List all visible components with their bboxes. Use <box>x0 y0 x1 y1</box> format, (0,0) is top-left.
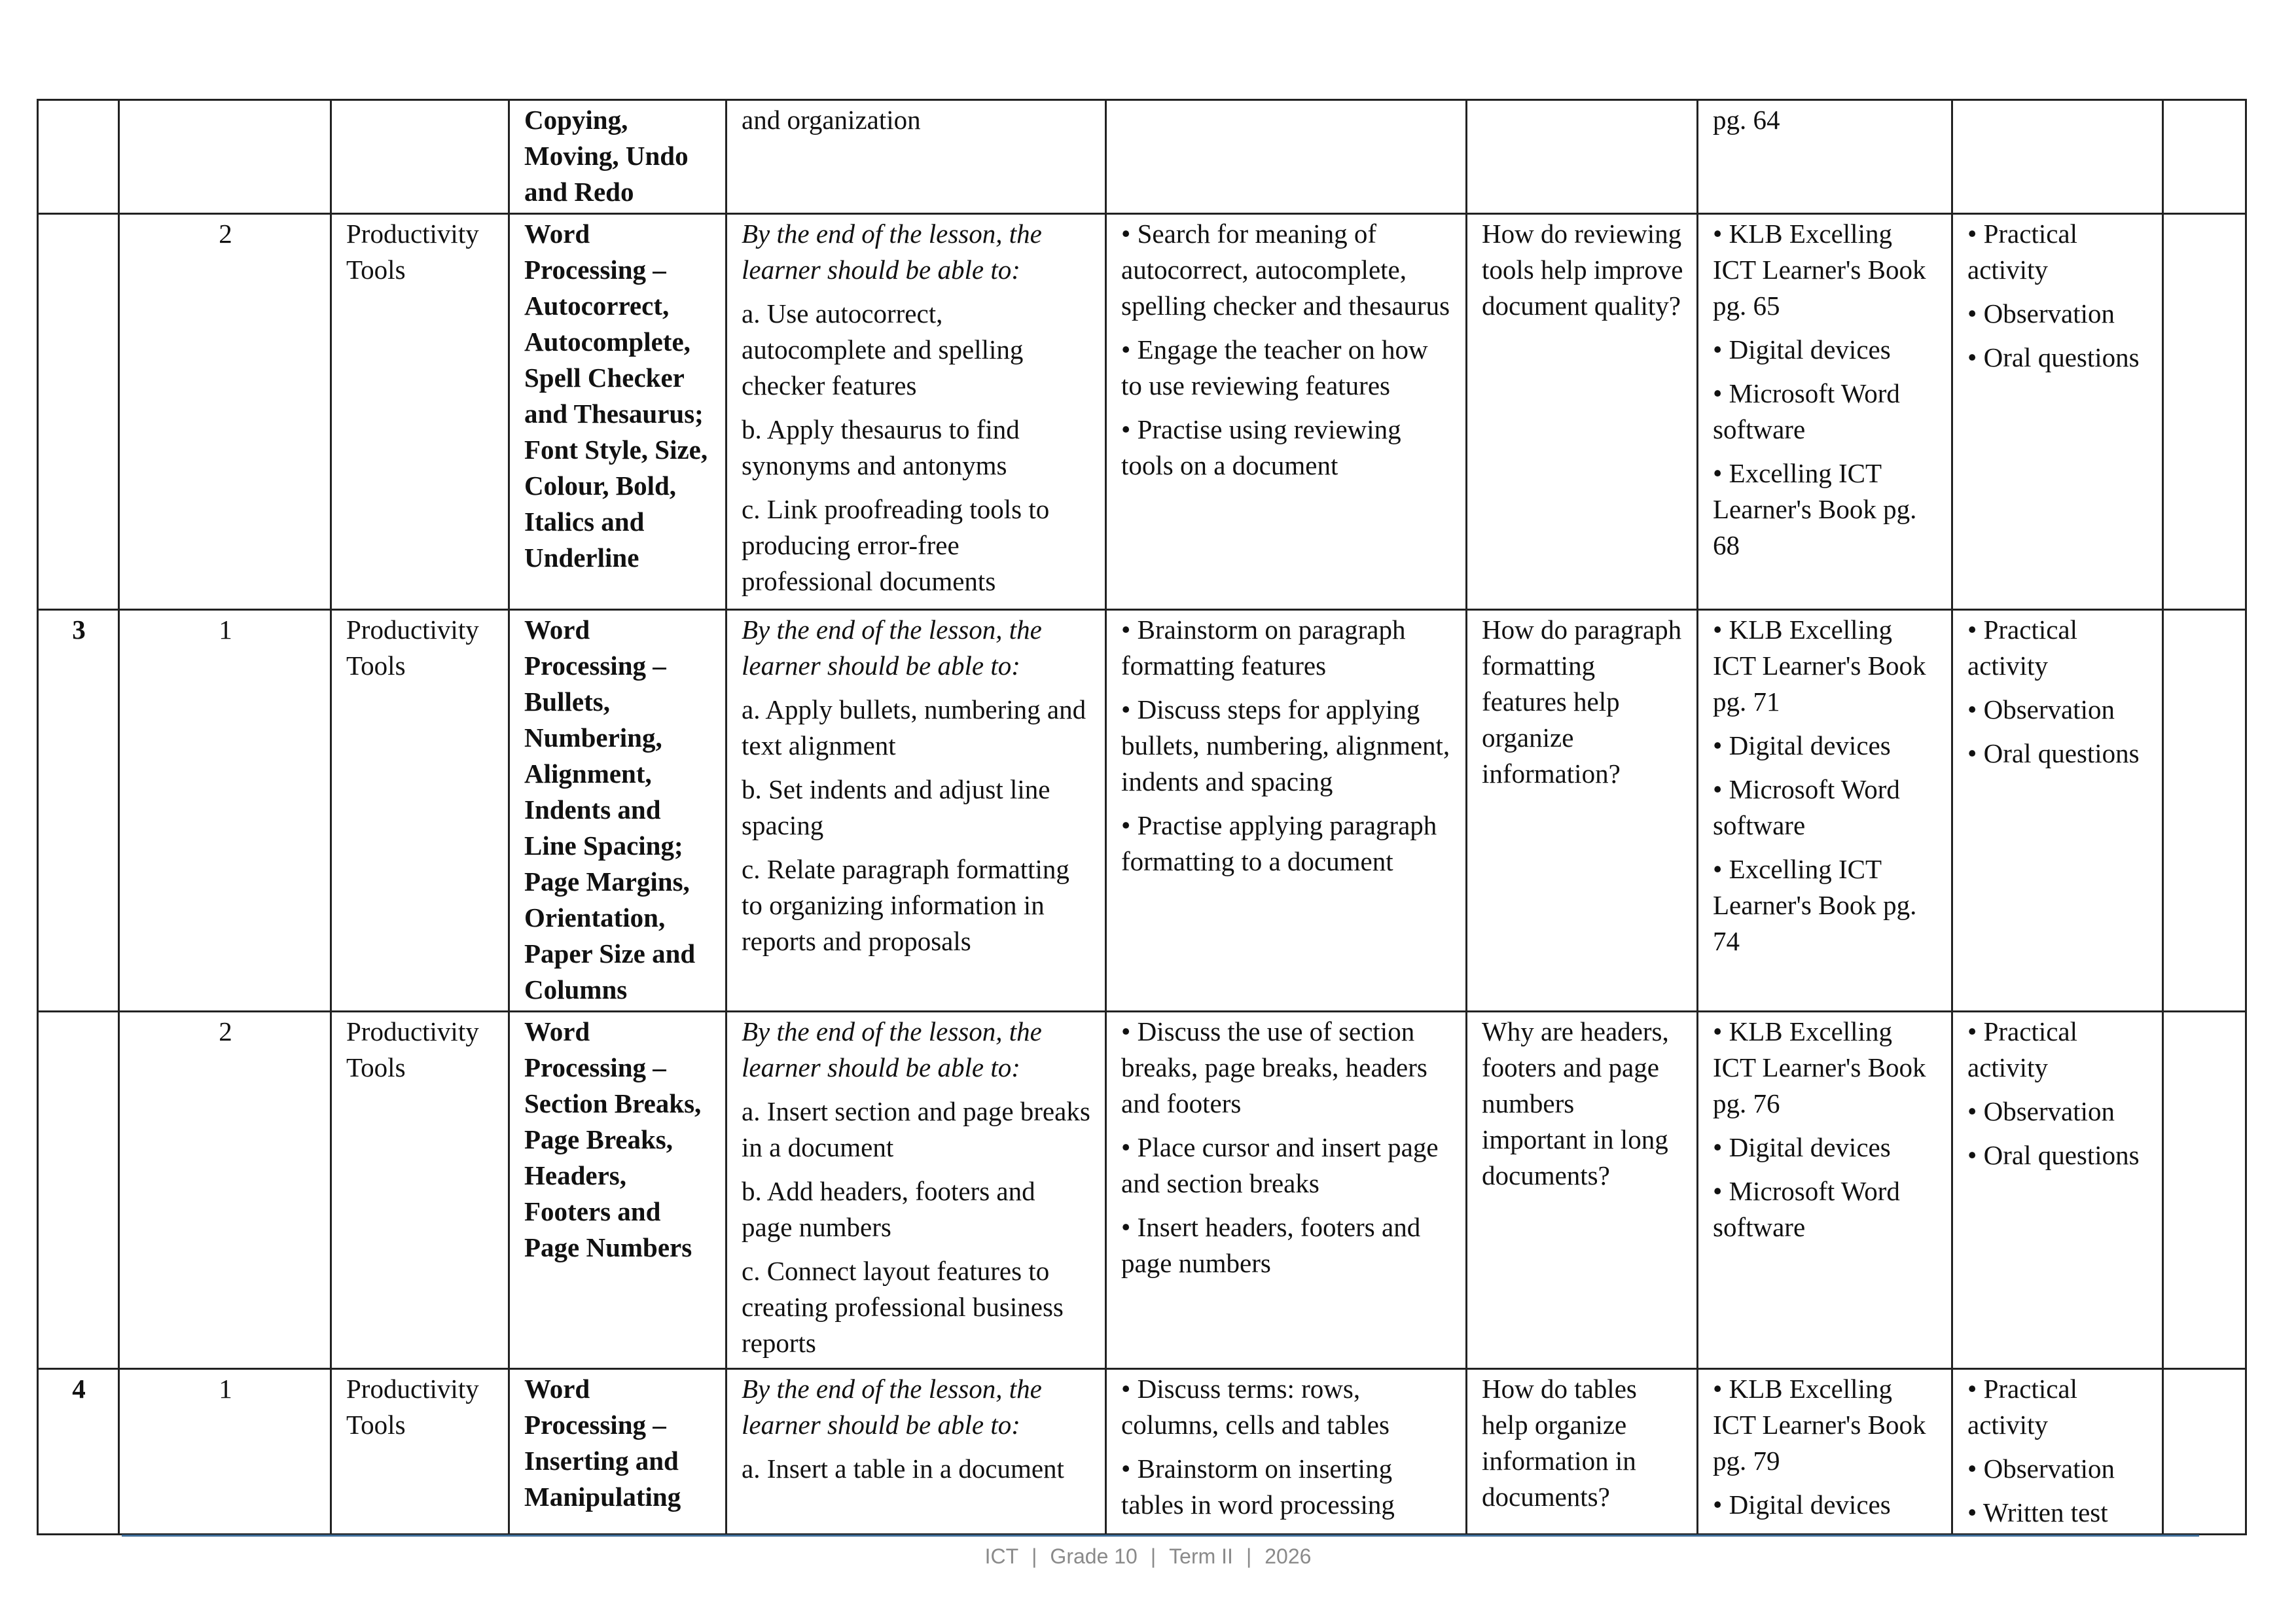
resource-item: • Microsoft Word software <box>1713 1176 1900 1242</box>
outcome-item: c. Link proofreading tools to producing error-free professional documents <box>742 494 1050 596</box>
assessment-item: • Observation <box>1967 298 2115 329</box>
footer-separator: | <box>1150 1544 1157 1568</box>
table-row <box>38 1369 2246 1535</box>
resource-item: • Digital devices <box>1713 1489 1891 1520</box>
outcomes-intro: By the end of the lesson, the learner should be able to: <box>742 1374 1042 1440</box>
outcome-item: c. Connect layout features to creating professional business reports <box>742 1256 1064 1358</box>
sub-strand-cell: Word Processing – Autocorrect, Autocomplete, Spell Checker and Thesaurus; Font Style, Size, Colour, Bold, Italics and Underline <box>509 214 726 610</box>
table-row <box>38 214 2246 610</box>
week-cell <box>38 214 119 610</box>
resource-item: • Digital devices <box>1713 334 1891 365</box>
experience-item: • Search for meaning of autocorrect, autocomplete, spelling checker and thesaurus <box>1121 219 1450 321</box>
outcomes-intro: By the end of the lesson, the learner should be able to: <box>742 615 1042 681</box>
outcome-item: b. Add headers, footers and page numbers <box>742 1176 1035 1242</box>
remarks-cell <box>2163 610 2246 1012</box>
outcomes-intro: By the end of the lesson, the learner should be able to: <box>742 1016 1042 1082</box>
learning-experiences-cell <box>1106 1369 1467 1535</box>
lesson-cell: 1 <box>119 610 331 1012</box>
resource-item: • Excelling ICT Learner's Book pg. 74 <box>1713 854 1917 956</box>
experience-item: • Practise applying paragraph formatting to a document <box>1121 810 1437 876</box>
key-inquiry-cell: How do reviewing tools help improve document quality? <box>1467 214 1698 610</box>
strand-cell <box>331 100 509 214</box>
sub-strand-cell: Word Processing – Section Breaks, Page Breaks, Headers, Footers and Page Numbers <box>509 1012 726 1369</box>
footer-separator: | <box>1246 1544 1252 1568</box>
assessment-cell <box>1952 610 2163 1012</box>
remarks-cell <box>2163 1369 2246 1535</box>
learning-experiences-cell <box>1106 100 1467 214</box>
week-cell: 3 <box>38 610 119 1012</box>
footer-subject: ICT <box>984 1544 1019 1568</box>
resource-item: • Digital devices <box>1713 730 1891 760</box>
experience-item: • Brainstorm on inserting tables in word processing <box>1121 1454 1395 1520</box>
outcome-item: a. Use autocorrect, autocomplete and spelling checker features <box>742 298 1024 401</box>
outcome-item: b. Apply thesaurus to find synonyms and antonyms <box>742 414 1020 480</box>
page-footer <box>0 1544 2296 1569</box>
assessment-item: • Observation <box>1967 1454 2115 1484</box>
experience-item: • Practise using reviewing tools on a document <box>1121 414 1401 480</box>
resource-item: • Microsoft Word software <box>1713 774 1900 840</box>
assessment-item: • Observation <box>1967 1096 2115 1126</box>
strand-cell: Productivity Tools <box>331 214 509 610</box>
experience-item: • Brainstorm on paragraph formatting features <box>1121 615 1406 681</box>
assessment-item: • Oral questions <box>1967 342 2140 372</box>
sub-strand-cell: Word Processing – Inserting and Manipulating <box>509 1369 726 1535</box>
resource-item: • KLB Excelling ICT Learner's Book pg. 76 <box>1713 1016 1926 1118</box>
outcomes-intro: By the end of the lesson, the learner should be able to: <box>742 219 1042 285</box>
table-row <box>38 610 2246 1012</box>
assessment-cell <box>1952 1369 2163 1535</box>
learning-experiences-cell <box>1106 1012 1467 1369</box>
learning-outcomes-cell <box>726 100 1106 214</box>
resources-cell <box>1698 1012 1952 1369</box>
footer-divider <box>122 1535 2199 1537</box>
learning-outcomes-cell <box>726 1369 1106 1535</box>
learning-outcomes-cell <box>726 1012 1106 1369</box>
assessment-cell <box>1952 214 2163 610</box>
scheme-of-work-table <box>37 99 2247 1535</box>
footer-separator: | <box>1031 1544 1037 1568</box>
outcome-item: and organization <box>742 105 921 135</box>
lesson-cell: 2 <box>119 214 331 610</box>
remarks-cell <box>2163 214 2246 610</box>
experience-item: • Discuss steps for applying bullets, numbering, alignment, indents and spacing <box>1121 694 1450 796</box>
strand-cell: Productivity Tools <box>331 1012 509 1369</box>
lesson-cell: 1 <box>119 1369 331 1535</box>
learning-outcomes-cell <box>726 610 1106 1012</box>
experience-item: • Place cursor and insert page and section breaks <box>1121 1132 1439 1198</box>
assessment-item: • Observation <box>1967 694 2115 724</box>
resource-item: • KLB Excelling ICT Learner's Book pg. 71 <box>1713 615 1926 717</box>
footer-year: 2026 <box>1265 1544 1312 1568</box>
resources-cell <box>1698 214 1952 610</box>
resource-item: • KLB Excelling ICT Learner's Book pg. 65 <box>1713 219 1926 321</box>
outcome-item: b. Set indents and adjust line spacing <box>742 774 1050 840</box>
week-cell <box>38 100 119 214</box>
strand-cell: Productivity Tools <box>331 610 509 1012</box>
experience-item: • Insert headers, footers and page numbers <box>1121 1212 1421 1278</box>
lesson-cell <box>119 100 331 214</box>
learning-outcomes-cell <box>726 214 1106 610</box>
remarks-cell <box>2163 100 2246 214</box>
experience-item: • Engage the teacher on how to use reviewing features <box>1121 334 1428 401</box>
assessment-cell <box>1952 1012 2163 1369</box>
resource-item: • Digital devices <box>1713 1132 1891 1162</box>
key-inquiry-cell <box>1467 100 1698 214</box>
key-inquiry-cell: Why are headers, footers and page numbers important in long documents? <box>1467 1012 1698 1369</box>
learning-experiences-cell <box>1106 214 1467 610</box>
outcome-item: a. Apply bullets, numbering and text alignment <box>742 694 1086 760</box>
assessment-item: • Practical activity <box>1967 1374 2078 1440</box>
outcome-item: a. Insert a table in a document <box>742 1454 1064 1484</box>
resources-cell <box>1698 100 1952 214</box>
assessment-item: • Practical activity <box>1967 1016 2078 1082</box>
assessment-item: • Practical activity <box>1967 219 2078 285</box>
week-cell: 4 <box>38 1369 119 1535</box>
key-inquiry-cell: How do paragraph formatting features help organize information? <box>1467 610 1698 1012</box>
resource-item: • KLB Excelling ICT Learner's Book pg. 79 <box>1713 1374 1926 1476</box>
outcome-item: a. Insert section and page breaks in a document <box>742 1096 1090 1162</box>
assessment-item: • Oral questions <box>1967 738 2140 768</box>
resource-item: • Microsoft Word software <box>1713 378 1900 444</box>
experience-item: • Discuss the use of section breaks, page breaks, headers and footers <box>1121 1016 1427 1118</box>
sub-strand-cell: Copying, Moving, Undo and Redo <box>509 100 726 214</box>
key-inquiry-cell: How do tables help organize information in documents? <box>1467 1369 1698 1535</box>
learning-experiences-cell <box>1106 610 1467 1012</box>
table-row <box>38 100 2246 214</box>
resources-cell <box>1698 610 1952 1012</box>
assessment-item: • Practical activity <box>1967 615 2078 681</box>
footer-grade: Grade 10 <box>1050 1544 1138 1568</box>
resource-item: pg. 64 <box>1713 105 1780 135</box>
outcome-item: c. Relate paragraph formatting to organizing information in reports and proposals <box>742 854 1069 956</box>
footer-term: Term II <box>1169 1544 1233 1568</box>
assessment-cell <box>1952 100 2163 214</box>
resources-cell <box>1698 1369 1952 1535</box>
remarks-cell <box>2163 1012 2246 1369</box>
table-body <box>38 100 2246 1535</box>
assessment-item: • Oral questions <box>1967 1140 2140 1170</box>
week-cell <box>38 1012 119 1369</box>
strand-cell: Productivity Tools <box>331 1369 509 1535</box>
table-row <box>38 1012 2246 1369</box>
assessment-item: • Written test <box>1967 1497 2108 1527</box>
resource-item: • Excelling ICT Learner's Book pg. 68 <box>1713 458 1917 560</box>
lesson-cell: 2 <box>119 1012 331 1369</box>
sub-strand-cell: Word Processing – Bullets, Numbering, Alignment, Indents and Line Spacing; Page Margins, Orientation, Paper Size and Columns <box>509 610 726 1012</box>
experience-item: • Discuss terms: rows, columns, cells and tables <box>1121 1374 1390 1440</box>
